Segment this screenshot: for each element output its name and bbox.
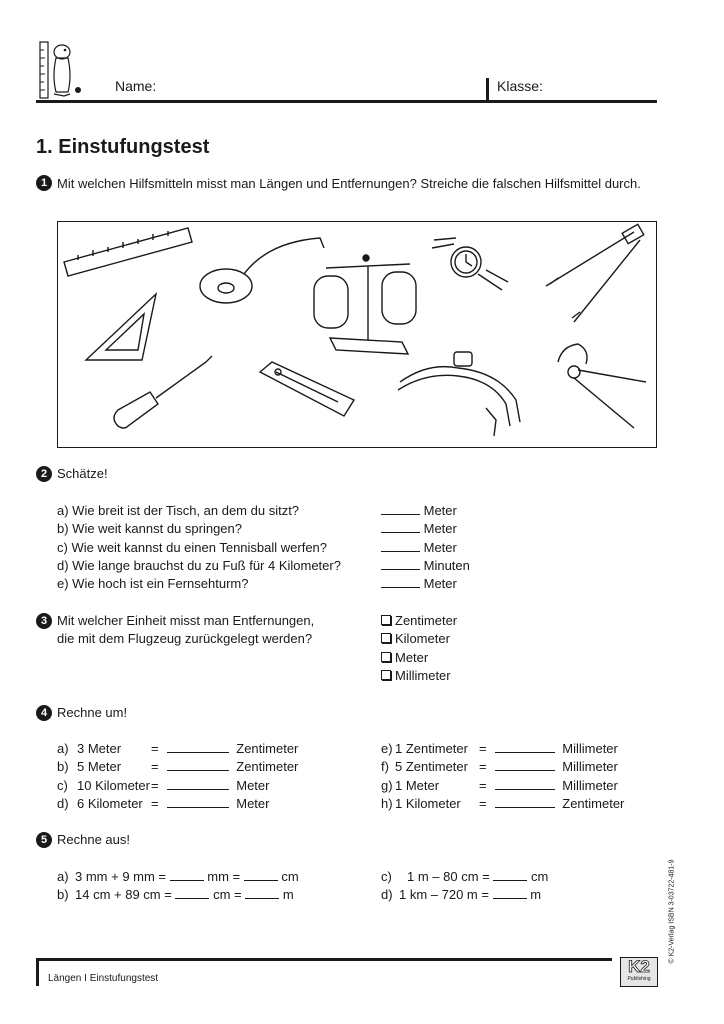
task2-question-e: e) Wie hoch ist ein Fernsehturm? [57,576,249,592]
tools-illustrations [58,222,654,445]
task2-answers [381,502,501,593]
bicycle-speedometer-icon [398,352,520,436]
conversion-row: h) 1 Kilometer = Zentimeter [381,795,625,811]
name-label: Name: [115,78,157,94]
checkbox[interactable] [381,633,391,643]
logo-subtext: Publishing [627,976,651,982]
answer-blank[interactable] [495,796,555,808]
task3-question [57,612,367,649]
answer-blank[interactable] [170,869,204,881]
option-millimeter[interactable]: Millimeter [381,667,501,685]
class-divider [486,78,489,100]
task4-right-column [381,740,681,813]
footer-text: Längen I Einstufungstest [48,973,159,984]
task2-unit-e: Meter [423,576,457,592]
answer-blank[interactable] [495,759,555,771]
task2-number: 2 [36,466,52,482]
task3-line1: Mit welcher Einheit misst man Entfernungen, [57,613,315,628]
task5-number: 5 [36,832,52,848]
footer-rule [36,958,612,961]
screwdriver-icon [114,356,212,428]
task1-number: 1 [36,175,52,191]
task4-left-column [57,740,357,813]
task2-unit-a: Meter [423,503,457,518]
answer-blank[interactable] [381,558,420,570]
task3-options [381,612,501,685]
class-label: Klasse: [497,78,543,94]
answer-blank[interactable] [381,521,420,533]
mascot-illustration [34,38,90,102]
option-kilometer[interactable]: Kilometer [381,630,501,648]
task4-number: 4 [36,705,52,721]
option-zentimeter[interactable]: Zentimeter [381,612,501,630]
answer-blank[interactable] [167,759,229,771]
task2-question-a: a) Wie breit ist der Tisch, an dem du sitzt? [57,503,300,518]
answer-blank[interactable] [245,887,279,899]
task1-text: Mit welchen Hilfsmitteln misst man Längen und Entfernungen? Streiche die falschen Hilfsmittel durch. [57,176,641,191]
answer-blank[interactable] [381,540,420,552]
page-title: 1. Einstufungstest [36,136,210,158]
task5-left-column [57,868,357,905]
thermometer-icon [260,362,354,416]
answer-blank[interactable] [167,741,229,753]
calc-row-a: a) 3 mm + 9 mm = mm = cm [57,869,299,884]
task4-title: Rechne um! [57,705,128,720]
task2-unit-c: Meter [423,539,457,555]
answer-blank[interactable] [167,778,229,790]
answer-blank[interactable] [167,796,229,808]
task2-unit-b: Meter [423,521,457,537]
compass-icon [546,224,644,322]
conversion-row: a) 3 Meter = Zentimeter [57,741,299,756]
task2-question-c: c) Wie weit kannst du einen Tennisball werfen? [57,539,328,555]
task2-question-d: d) Wie lange brauchst du zu Fuß für 4 Kilometer? [57,557,341,573]
task2-question-b: b) Wie weit kannst du springen? [57,521,242,537]
task2-title: Schätze! [57,466,108,481]
task2-unit-d: Minuten [423,557,470,573]
checkbox[interactable] [381,652,391,662]
publisher-logo [620,957,658,987]
footer-divider [36,958,39,986]
checkbox[interactable] [381,615,391,625]
answer-blank[interactable] [381,576,420,588]
ruler-icon [64,228,192,276]
option-meter[interactable]: Meter [381,649,501,667]
conversion-row: g) 1 Meter = Millimeter [381,777,618,793]
balance-scale-icon [314,255,416,354]
task3-number: 3 [36,613,52,629]
wristwatch-icon [432,238,508,290]
pliers-icon [558,344,646,428]
answer-blank[interactable] [493,887,527,899]
task2-questions [57,502,377,593]
set-square-icon [86,294,156,360]
header-rule [36,100,657,103]
answer-blank[interactable] [493,869,527,881]
task5-right-column [381,868,631,905]
calc-row-b: b) 14 cm + 89 cm = cm = m [57,887,294,903]
answer-blank[interactable] [381,503,420,515]
answer-blank[interactable] [495,741,555,753]
answer-blank[interactable] [244,869,278,881]
conversion-row: b) 5 Meter = Zentimeter [57,759,299,775]
task5-title: Rechne aus! [57,832,130,847]
conversion-row: f) 5 Zentimeter = Millimeter [381,759,618,775]
task3-line2: die mit dem Flugzeug zurückgelegt werden? [57,631,313,647]
answer-blank[interactable] [175,887,209,899]
answer-blank[interactable] [495,778,555,790]
calc-row-d: d) 1 km – 720 m = m [381,887,542,903]
isbn-text: © K2-Verlag ISBN 3-03722-481-9 [668,859,676,964]
conversion-row: e) 1 Zentimeter = Millimeter [381,741,618,756]
logo-text: K2 [628,957,650,976]
conversion-row: c) 10 Kilometer= Meter [57,777,270,793]
checkbox[interactable] [381,670,391,680]
tape-measure-icon [200,238,324,303]
conversion-row: d) 6 Kilometer = Meter [57,795,270,811]
calc-row-c: c) 1 m – 80 cm = cm [381,869,549,884]
